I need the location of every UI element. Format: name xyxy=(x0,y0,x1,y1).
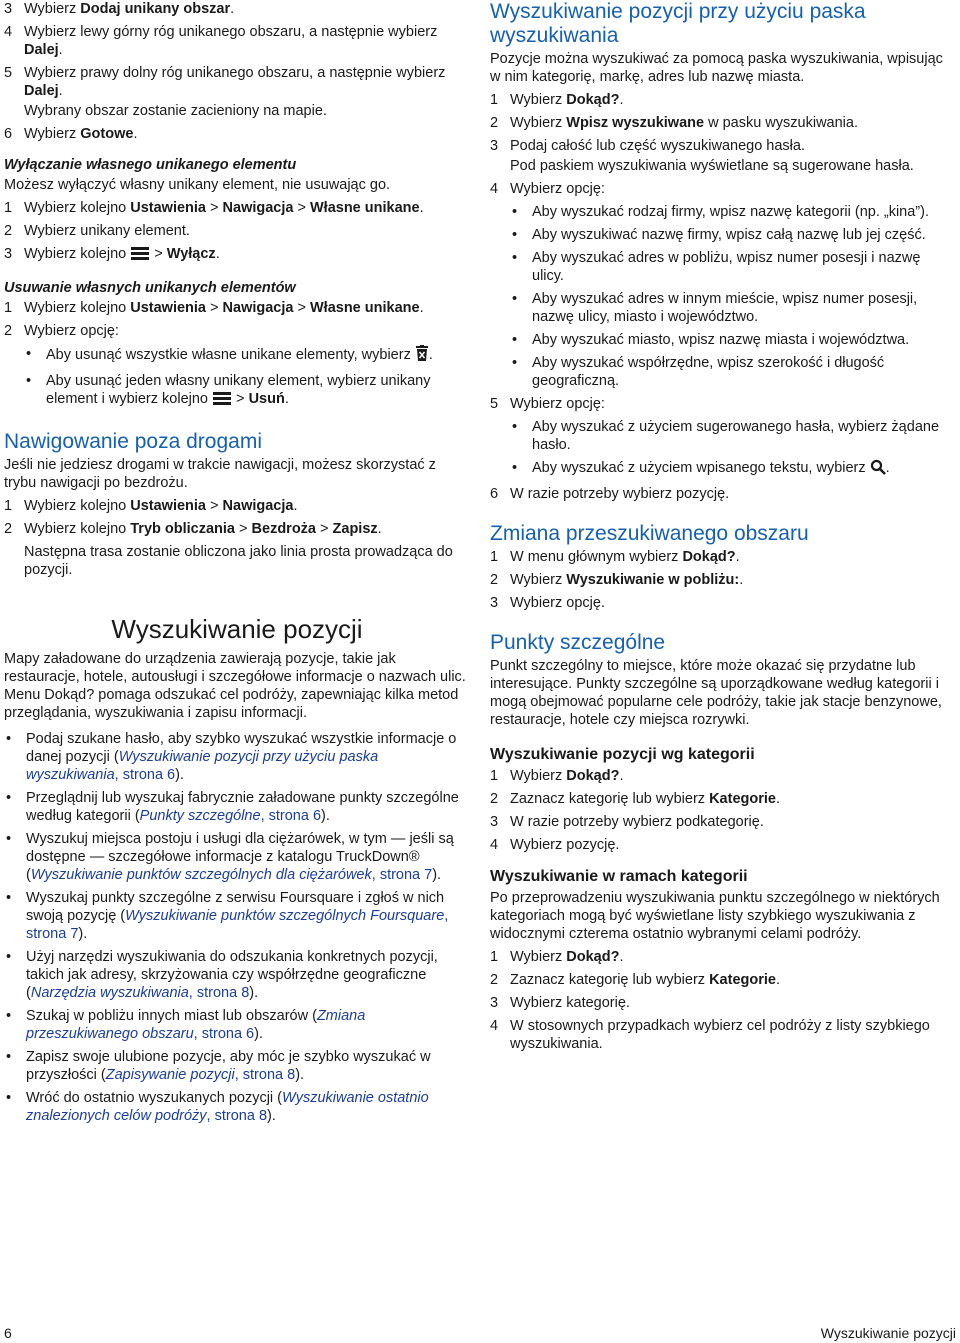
section-heading: Nawigowanie poza drogami xyxy=(4,430,262,453)
step-number: 1 xyxy=(4,300,13,316)
menu-icon xyxy=(130,245,150,266)
step: 1 Wybierz kolejno Ustawienia > Nawigacja. xyxy=(4,498,298,514)
page-number: 6 xyxy=(4,1325,12,1341)
step: 2 Wybierz Wpisz wyszukiwane w pasku wyszukiwania. xyxy=(490,115,858,131)
step-number: 2 xyxy=(490,572,499,588)
section-heading: Wyłączanie własnego unikanego elementu xyxy=(4,157,297,173)
list-item: • Zapisz swoje ulubione pozycje, aby móc je szybko wyszukać w przyszłości (Zapisywanie pozycji, strona 8). xyxy=(4,1048,470,1084)
list-item: • Wyszukaj punkty szczególne z serwisu Foursquare i zgłoś w nich swoją pozycję (Wyszukiwanie punktów szczególnych Foursquare, strona 7). xyxy=(4,889,470,943)
list-item: • Aby wyszukać miasto, wpisz nazwę miasta i województwa. xyxy=(510,331,956,349)
list-item: • Wróć do ostatnio wyszukanych pozycji (Wyszukiwanie ostatnio znalezionych celów podróży, strona 8). xyxy=(4,1089,470,1125)
step-number: 3 xyxy=(490,138,499,154)
step-number: 1 xyxy=(4,200,13,216)
step-number: 1 xyxy=(4,498,13,514)
step: 3 Wybierz kolejno > Wyłącz. xyxy=(4,245,470,266)
step-number: 3 xyxy=(4,246,13,262)
paragraph: Po przeprowadzeniu wyszukiwania punktu szczególnego w niektórych kategoriach mogą być wyświetlane listy szybkiego wyszukiwania z widocznymi czterema ostatnio wybranymi celami podróży. xyxy=(490,890,940,942)
step: 2 Zaznacz kategorię lub wybierz Kategorie. xyxy=(490,791,780,807)
step-number: 3 xyxy=(490,995,499,1011)
step: 2 Wybierz opcję: xyxy=(4,323,119,339)
step: 3 Wybierz kategorię. xyxy=(490,995,630,1011)
menu-icon xyxy=(212,390,232,411)
step: 4 Wybierz opcję: xyxy=(490,181,605,197)
step-number: 3 xyxy=(4,1,13,17)
step-note: Pod paskiem wyszukiwania wyświetlane są sugerowane hasła. xyxy=(510,158,914,174)
option-list xyxy=(510,203,956,390)
step-number: 1 xyxy=(490,768,499,784)
step: 2 Wybierz unikany element. xyxy=(4,223,190,239)
step-number: 2 xyxy=(4,521,13,537)
paragraph: Mapy załadowane do urządzenia zawierają pozycje, takie jak restauracje, hotele, autousługi i szczegółowe informacje o nazwach ulic. Menu Dokąd? pomaga odszukać cel podróży, zapewniając kilka metod przeglądania, wyszukiwania i zapisu informacji. xyxy=(4,651,466,721)
list-item: • Aby wyszukać współrzędne, wpisz szerokość i długość geograficzną. xyxy=(510,354,956,390)
step-number: 2 xyxy=(490,972,499,988)
list-item: • Aby wyszukać z użyciem sugerowanego hasła, wybierz żądane hasło. xyxy=(510,418,956,454)
section-heading: Wyszukiwanie pozycji wg kategorii xyxy=(490,746,755,763)
step-number: 6 xyxy=(490,486,499,502)
cross-reference-link[interactable]: Zapisywanie pozycji, strona 8 xyxy=(105,1067,296,1083)
step-number: 2 xyxy=(4,323,13,339)
step: 6 W razie potrzeby wybierz pozycję. xyxy=(490,486,730,502)
list-item: • Aby wyszukać rodzaj firmy, wpisz nazwę kategorii (np. „kina”). xyxy=(510,203,956,221)
step: 3 Wybierz Dodaj unikany obszar. xyxy=(4,1,235,17)
step-number: 1 xyxy=(490,549,499,565)
paragraph: Jeśli nie jedziesz drogami w trakcie nawigacji, możesz skorzystać z trybu nawigacji po bezdrożu. xyxy=(4,457,436,491)
option-list xyxy=(510,418,956,480)
step: 1 Wybierz Dokąd?. xyxy=(490,949,624,965)
list-item: • Aby usunąć jeden własny unikany element, wybierz unikany element i wybierz kolejno > Usuń. xyxy=(24,372,470,411)
step: 2 Zaznacz kategorię lub wybierz Kategorie. xyxy=(490,972,780,988)
list-item: • Aby wyszukać adres w pobliżu, wpisz numer posesji i nazwę ulicy. xyxy=(510,249,956,285)
list-item: • Aby wyszukać adres w innym mieście, wpisz numer posesji, nazwę ulicy, miasto i województwo. xyxy=(510,290,956,326)
step-number: 6 xyxy=(4,126,13,142)
trash-icon xyxy=(415,345,429,367)
running-footer: Wyszukiwanie pozycji xyxy=(820,1325,956,1341)
paragraph: Możesz wyłączyć własny unikany element, nie usuwając go. xyxy=(4,177,391,193)
list-item: • Aby wyszukiwać nazwę firmy, wpisz całą nazwę lub jej część. xyxy=(510,226,956,244)
step: 1 Wybierz kolejno Ustawienia > Nawigacja > Własne unikane. xyxy=(4,300,424,316)
step: 2 Wybierz kolejno Tryb obliczania > Bezdroża > Zapisz. xyxy=(4,521,382,537)
step: 2 Wybierz Wyszukiwanie w pobliżu:. xyxy=(490,572,744,588)
step-number: 2 xyxy=(4,223,13,239)
step: 4 W stosownych przypadkach wybierz cel podróży z listy szybkiego wyszukiwania. xyxy=(490,1018,930,1052)
paragraph: Pozycje można wyszukiwać za pomocą paska wyszukiwania, wpisując w nim kategorię, markę, adres lub nazwę miasta. xyxy=(490,51,943,85)
cross-reference-link[interactable]: Zmiana przeszukiwanego obszaru, strona 6 xyxy=(26,1008,366,1042)
left-column xyxy=(4,0,470,1130)
step-number: 2 xyxy=(490,115,499,131)
step-number: 2 xyxy=(490,791,499,807)
step-number: 5 xyxy=(490,396,499,412)
step: 1 Wybierz Dokąd?. xyxy=(490,92,624,108)
search-icon xyxy=(870,459,886,480)
chapter-title: Wyszukiwanie pozycji xyxy=(111,614,363,644)
step: 1 Wybierz Dokąd?. xyxy=(490,768,624,784)
cross-reference-link[interactable]: Wyszukiwanie punktów szczególnych dla ciężarówek, strona 7 xyxy=(30,867,433,883)
section-heading: Usuwanie własnych unikanych elementów xyxy=(4,280,296,296)
step: 3 Wybierz opcję. xyxy=(490,595,605,611)
cross-reference-link[interactable]: Wyszukiwanie punktów szczególnych Foursquare, strona 7 xyxy=(26,908,449,942)
section-heading: Punkty szczególne xyxy=(490,631,666,654)
cross-reference-link[interactable]: Wyszukiwanie ostatnio znalezionych celów podróży, strona 8 xyxy=(26,1090,429,1124)
step-number: 3 xyxy=(490,595,499,611)
list-item: • Wyszukuj miejsca postoju i usługi dla ciężarówek, w tym — jeśli są dostępne — szczegółowe informacje z katalogu TruckDown® (Wyszukiwanie punktów szczególnych dla ciężarówek, strona 7). xyxy=(4,830,470,884)
step-number: 1 xyxy=(490,949,499,965)
cross-reference-link[interactable]: Punkty szczególne, strona 6 xyxy=(139,808,322,824)
section-heading: Zmiana przeszukiwanego obszaru xyxy=(490,522,809,545)
cross-reference-link[interactable]: Narzędzia wyszukiwania, strona 8 xyxy=(30,985,250,1001)
step: 1 W menu głównym wybierz Dokąd?. xyxy=(490,549,740,565)
step: 4 Wybierz lewy górny róg unikanego obszaru, a następnie wybierz Dalej. xyxy=(4,24,438,58)
step-number: 4 xyxy=(490,837,499,853)
step-number: 3 xyxy=(490,814,499,830)
paragraph: Punkt szczególny to miejsce, które może okazać się przydatne lub interesujące. Punkty szczególne są uporządkowane według kategorii i mogą obejmować popularne cele podróży, takie jak stacje benzynowe, restauracje, hotele czy miejsca rozrywki. xyxy=(490,658,942,728)
option-list xyxy=(24,345,470,411)
right-column xyxy=(490,0,956,1058)
list-item: • Przeglądnij lub wyszukaj fabrycznie załadowane punkty szczególne według kategorii (Punkty szczególne, strona 6). xyxy=(4,789,470,825)
step: 1 Wybierz kolejno Ustawienia > Nawigacja > Własne unikane. xyxy=(4,200,424,216)
list-item: • Podaj szukane hasło, aby szybko wyszukać wszystkie informacje o danej pozycji (Wyszukiwanie pozycji przy użyciu paska wyszukiwania, strona 6). xyxy=(4,730,470,784)
section-heading: Wyszukiwanie w ramach kategorii xyxy=(490,868,748,885)
step-number: 5 xyxy=(4,65,13,81)
step-number: 4 xyxy=(490,181,499,197)
step: 3 Podaj całość lub część wyszukiwanego hasła. xyxy=(490,138,805,154)
step-note: Następna trasa zostanie obliczona jako linia prosta prowadząca do pozycji. xyxy=(24,544,453,578)
section-heading: Wyszukiwanie pozycji przy użyciu paska wyszukiwania xyxy=(490,0,866,47)
cross-reference-link[interactable]: Wyszukiwanie pozycji przy użyciu paska wyszukiwania, strona 6 xyxy=(26,749,379,783)
step-number: 1 xyxy=(490,92,499,108)
step: 6 Wybierz Gotowe. xyxy=(4,126,138,142)
list-item: • Aby usunąć wszystkie własne unikane elementy, wybierz . xyxy=(24,345,470,367)
step-number: 4 xyxy=(490,1018,499,1034)
step-number: 4 xyxy=(4,24,13,40)
step-note: Wybrany obszar zostanie zacieniony na mapie. xyxy=(24,103,327,119)
step: 3 W razie potrzeby wybierz podkategorię. xyxy=(490,814,764,830)
step: 5 Wybierz opcję: xyxy=(490,396,605,412)
list-item: • Szukaj w pobliżu innych miast lub obszarów (Zmiana przeszukiwanego obszaru, strona 6). xyxy=(4,1007,470,1043)
list-item: • Użyj narzędzi wyszukiwania do odszukania konkretnych pozycji, takich jak adresy, skrzyżowania czy współrzędne geograficzne (Narzędzia wyszukiwania, strona 8). xyxy=(4,948,470,1002)
list-item: • Aby wyszukać z użyciem wpisanego tekstu, wybierz . xyxy=(510,459,956,480)
step: 4 Wybierz pozycję. xyxy=(490,837,620,853)
feature-list xyxy=(4,730,470,1125)
step: 5 Wybierz prawy dolny róg unikanego obszaru, a następnie wybierz Dalej. xyxy=(4,65,446,99)
